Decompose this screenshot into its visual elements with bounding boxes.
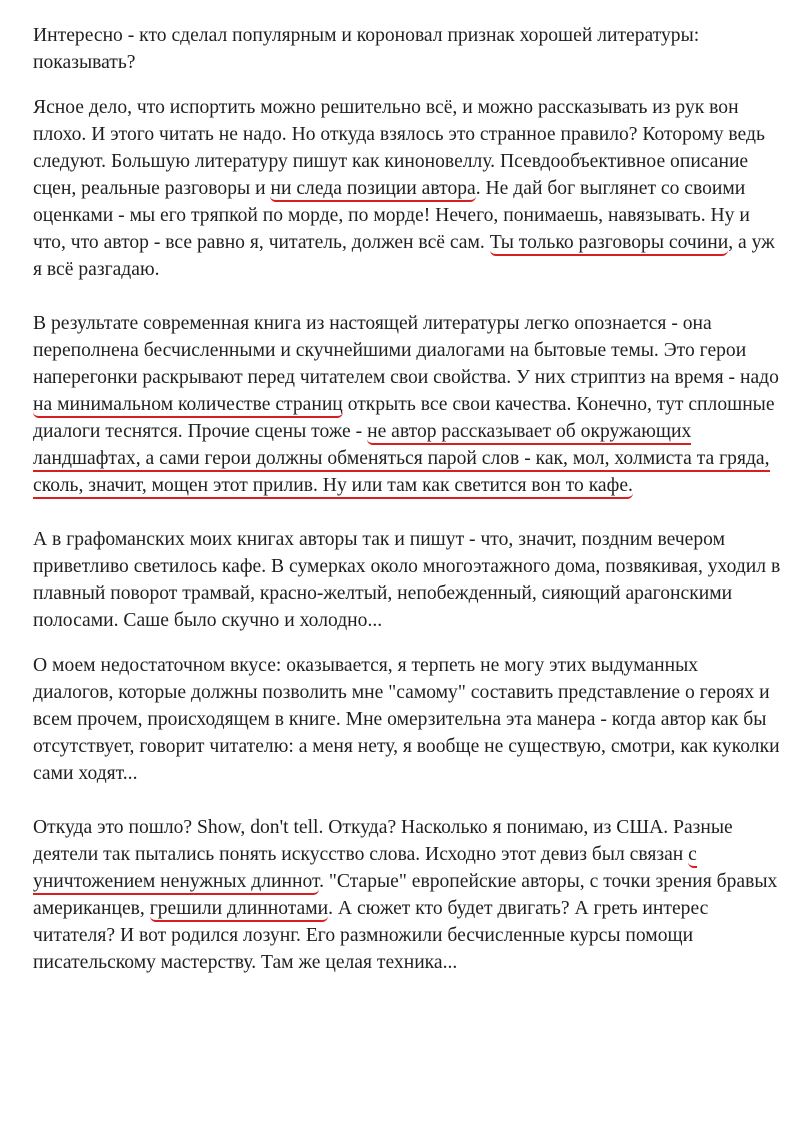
paragraph	[33, 22, 783, 76]
underlined-phrase: грешили длиннотами	[150, 898, 328, 922]
text-run: , а уж я всё разгадаю.	[33, 232, 775, 280]
text-run: Интересно - кто сделал популярным и короновал признак хорошей литературы: показывать?	[33, 25, 700, 73]
paragraph	[33, 814, 783, 976]
underlined-phrase: на минимальном количестве страниц	[33, 394, 343, 418]
underlined-phrase: не автор рассказывает об окружающих ландшафтах, а сами герои должны обменяться парой слов - как, мол, холмиста та гряда, сколь, значит, мощен этот прилив. Ну или там как светится вон то кафе.	[33, 421, 770, 499]
text-run: . "Старые" европейские авторы, с точки зрения бравых американцев,	[33, 871, 778, 919]
text-run: В результате современная книга из настоящей литературы легко опознается - она переполнена бесчисленными и скучнейшими диалогами на бытовые темы. Это герои наперегонки раскрывают перед читателем свои свойства. У них стриптиз на время - надо	[33, 313, 779, 388]
text-run: А в графоманских моих книгах авторы так и пишут - что, значит, поздним вечером приветливо светилось кафе. В сумерках около многоэтажного дома, позвякивая, уходил в плавный поворот трамвай, красно-желтый, непобежденный, сияющий арагонскими полосами. Саше было скучно и холодно...	[33, 529, 781, 631]
underlined-phrase: с уничтожением ненужных длиннот	[33, 844, 697, 895]
paragraph	[33, 310, 783, 499]
paragraph	[33, 652, 783, 787]
underlined-phrase: ни следа позиции автора	[270, 178, 475, 202]
text-run: Ясное дело, что испортить можно решительно всё, и можно рассказывать из рук вон плохо. И этого читать не надо. Но откуда взялось это странное правило? Которому ведь следуют. Большую литературу пишут как киноновеллу. Псевдообъективное описание сцен, реальные разговоры и	[33, 97, 765, 199]
paragraph	[33, 526, 783, 634]
text-run: О моем недостаточном вкусе: оказывается, я терпеть не могу этих выдуманных диалогов, которые должны позволить мне "самому" составить представление о героях и всем прочем, происходящем в книге. Мне омерзительна эта манера - когда автор как бы отсутствует, говорит читателю: а меня нету, я вообще не существую, смотри, как куколки сами ходят...	[33, 655, 780, 784]
paragraph	[33, 94, 783, 283]
text-run: открыть все свои качества. Конечно, тут сплошные диалоги теснятся. Прочие сцены тоже -	[33, 394, 775, 442]
text-run: . А сюжет кто будет двигать? А греть интерес читателя? И вот родился лозунг. Его размножили бесчисленные курсы помощи писательскому мастерству. Там же целая техника...	[33, 898, 709, 973]
underlined-phrase: Ты только разговоры сочини	[490, 232, 728, 256]
text-run: . Не дай бог выглянет со своими оценками - мы его тряпкой по морде, по морде! Нечего, понимаешь, навязывать. Ну и что, что автор - все равно я, читатель, должен всё сам.	[33, 178, 750, 253]
text-run: Откуда это пошло? Show, don't tell. Откуда? Насколько я понимаю, из США. Разные деятели так пытались понять искусство слова. Исходно этот девиз был связан	[33, 817, 733, 865]
article-body	[33, 22, 783, 976]
